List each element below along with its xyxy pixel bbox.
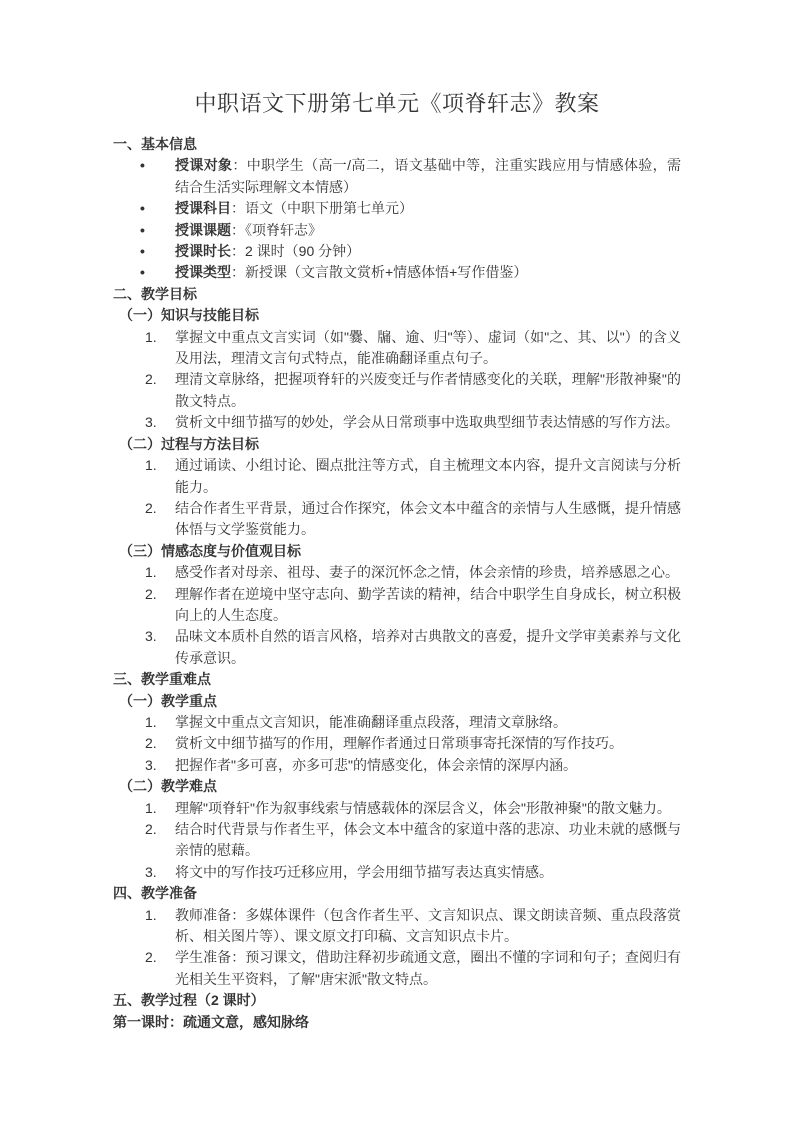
subsection-heading-emotion: （三）情感态度与价值观目标 — [119, 542, 301, 559]
numbered-item — [113, 947, 681, 990]
subsection-heading-key-points: （一）教学重点 — [119, 692, 217, 709]
item-label: 授课对象 — [175, 157, 233, 174]
section-heading-process: 五、教学过程（2 课时） — [113, 992, 265, 1009]
item-text: 把握作者"多可喜，亦多可悲"的情感变化，体会亲情的深厚内涵。 — [175, 756, 577, 773]
item-number: 2. — [145, 735, 157, 752]
item-text: 感受作者对母亲、祖母、妻子的深沉怀念之情，体会亲情的珍贵，培养感恩之心。 — [175, 564, 679, 581]
item-number: 2. — [145, 821, 157, 837]
list-item — [113, 241, 681, 262]
numbered-item — [113, 412, 681, 433]
item-text — [175, 241, 681, 262]
item-label: 授课科目 — [175, 200, 231, 217]
section-heading-basic-info: 一、基本信息 — [113, 136, 197, 152]
numbered-item — [113, 755, 681, 776]
subsection-heading-difficult-points: （二）教学难点 — [119, 778, 217, 795]
numbered-item — [113, 862, 681, 883]
item-value: ：《项脊轩志》 — [231, 221, 322, 238]
item-label: 授课时长 — [175, 243, 231, 260]
item-text — [175, 262, 681, 283]
item-number: 1. — [145, 457, 157, 474]
item-text — [175, 220, 681, 241]
item-number: 2. — [145, 949, 157, 966]
subsection-heading-process: （二）过程与方法目标 — [119, 435, 259, 452]
bullet-icon: • — [140, 221, 145, 238]
bullet-icon: • — [140, 157, 145, 174]
item-value: ：新授课（文言散文赏析+情感体悟+写作借鉴） — [231, 264, 528, 281]
list-item — [113, 198, 681, 219]
item-number: 2. — [145, 371, 157, 388]
page-title: 中职语文下册第七单元《项脊轩志》教案 — [194, 91, 600, 116]
numbered-item — [113, 584, 681, 627]
numbered-item — [113, 562, 681, 583]
item-text: 赏析文中细节描写的妙处，学会从日常琐事中选取典型细节表达情感的写作方法。 — [175, 414, 679, 431]
item-value: ：语文（中职下册第七单元） — [231, 200, 413, 217]
item-number: 1. — [145, 906, 157, 923]
item-text: 将文中的写作技巧迁移应用，学会用细节描写表达真实情感。 — [175, 863, 553, 880]
item-number: 2. — [145, 585, 157, 602]
item-text: 学生准备：预习课文，借助注释初步疏通文意，圈出不懂的字词和句子；查阅归有光相关生平资料，了解"唐宋派"散文特点。 — [175, 949, 681, 987]
section-heading-preparation: 四、教学准备 — [113, 885, 197, 902]
item-text: 掌握文中重点文言实词（如"爨、牖、逾、归"等）、虚词（如"之、其、以"）的含义及用法，理清文言句式特点，能准确翻译重点句子。 — [175, 328, 681, 367]
numbered-item — [113, 498, 681, 541]
item-number: 3. — [145, 414, 157, 431]
numbered-item — [113, 819, 681, 862]
item-text: 通过诵读、小组讨论、圈点批注等方式，自主梳理文本内容，提升文言阅读与分析能力。 — [175, 457, 681, 495]
item-number: 3. — [145, 628, 157, 645]
lesson1-heading: 第一课时：疏通文意，感知脉络 — [113, 1013, 309, 1030]
item-label: 授课课题 — [175, 221, 231, 238]
list-item — [113, 155, 681, 198]
list-item — [113, 220, 681, 241]
item-text: 赏析文中细节描写的作用，理解作者通过日常琐事寄托深情的写作技巧。 — [175, 735, 623, 752]
numbered-item — [113, 798, 681, 819]
item-number: 3. — [145, 756, 157, 773]
item-text: 掌握文中重点文言知识，能准确翻译重点段落，理清文章脉络。 — [175, 713, 567, 730]
bullet-icon: • — [140, 200, 145, 217]
item-text: 教师准备：多媒体课件（包含作者生平、文言知识点、课文朗读音频、重点段落赏析、相关图片等）、课文原文打印稿、文言知识点卡片。 — [175, 906, 681, 945]
item-label: 授课类型 — [175, 264, 231, 281]
item-text: 品味文本质朴自然的语言风格，培养对古典散文的喜爱，提升文学审美素养与文化传承意识。 — [175, 628, 681, 666]
item-text: 结合时代背景与作者生平，体会文本中蕴含的家道中落的悲凉、功业未就的感慨与亲情的慰藉。 — [175, 821, 681, 859]
numbered-item — [113, 327, 681, 370]
document-content — [113, 88, 681, 1033]
item-number: 1. — [145, 328, 157, 345]
item-number: 2. — [145, 499, 157, 516]
bullet-icon: • — [140, 243, 145, 260]
item-value: ：中职学生（高一/高二，语文基础中等，注重实践应用与情感体验，需结合生活实际理解文本情感） — [175, 157, 682, 195]
item-number: 1. — [145, 799, 157, 816]
item-text: 结合作者生平背景，通过合作探究，体会文本中蕴含的亲情与人生感慨，提升情感体悟与文学鉴赏能力。 — [175, 499, 681, 538]
item-number: 1. — [145, 564, 157, 581]
item-text — [175, 198, 681, 219]
numbered-item — [113, 905, 681, 948]
bullet-icon: • — [140, 264, 145, 281]
item-text — [175, 155, 681, 198]
section-heading-points: 三、教学重难点 — [113, 671, 211, 688]
item-number: 1. — [145, 713, 157, 730]
item-text: 理清文章脉络，把握项脊轩的兴废变迁与作者情感变化的关联，理解"形散神聚"的散文特点。 — [175, 371, 681, 409]
list-item — [113, 262, 681, 283]
numbered-item — [113, 369, 681, 412]
item-value: ：2 课时（90 分钟） — [231, 243, 361, 260]
numbered-item — [113, 455, 681, 498]
section-heading-goals: 二、教学目标 — [113, 285, 197, 302]
item-text: 理解作者在逆境中坚守志向、勤学苦读的精神，结合中职学生自身成长，树立积极向上的人生态度。 — [175, 585, 681, 623]
item-number: 3. — [145, 863, 157, 880]
item-text: 理解"项脊轩"作为叙事线索与情感载体的深层含义，体会"形散神聚"的散文魅力。 — [175, 799, 671, 816]
numbered-item — [113, 626, 681, 669]
numbered-item — [113, 733, 681, 754]
subsection-heading-knowledge: （一）知识与技能目标 — [119, 307, 259, 324]
numbered-item — [113, 712, 681, 733]
